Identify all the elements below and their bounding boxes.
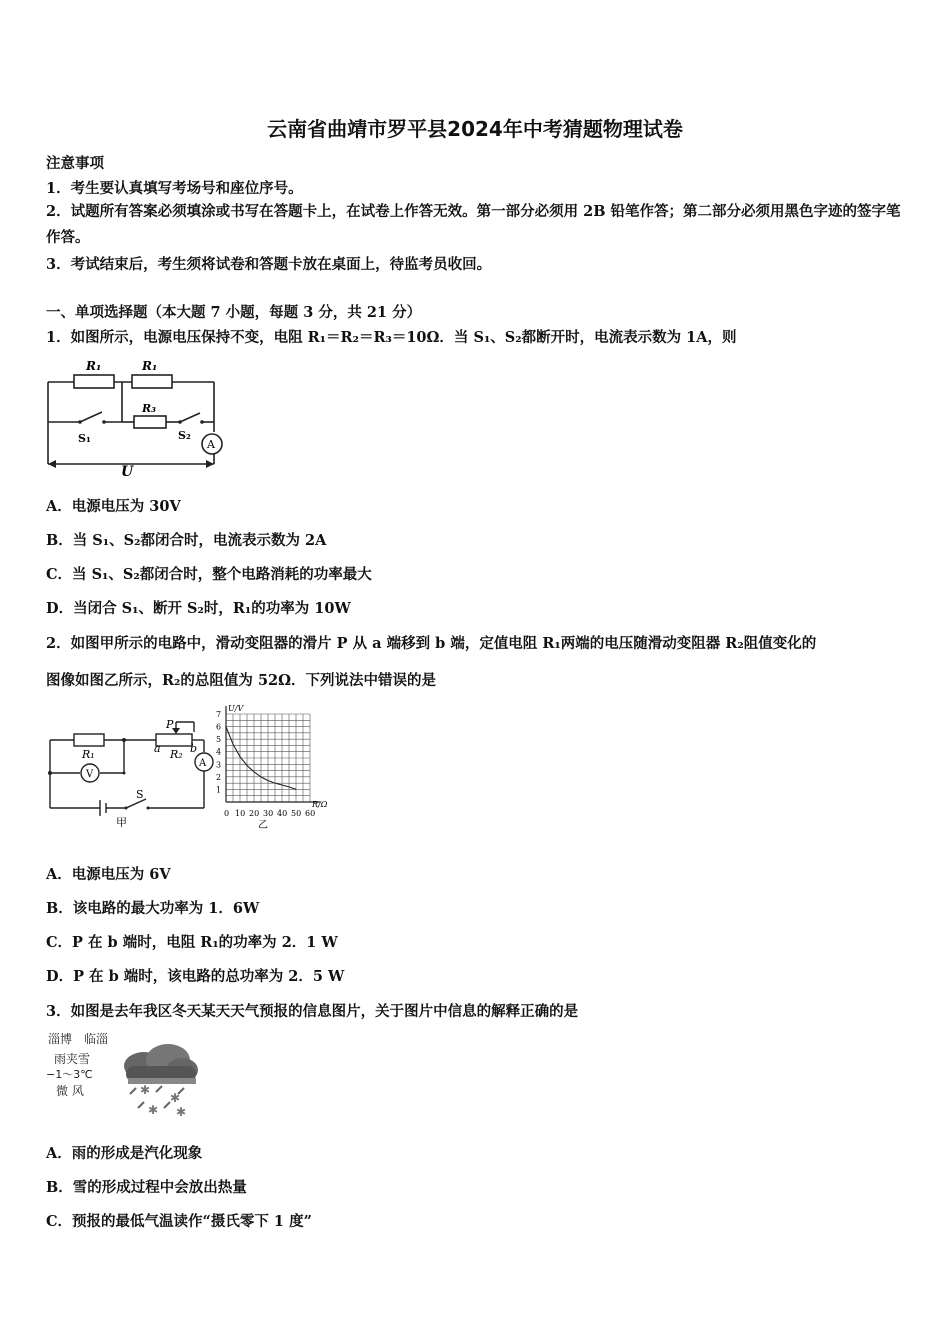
svg-text:✱: ✱: [148, 1103, 159, 1117]
y-tick-label: 4: [216, 747, 222, 757]
section-heading: 一、单项选择题（本大题 7 小题，每题 3 分，共 21 分）: [46, 304, 422, 321]
x-tick-label: 30: [263, 809, 274, 818]
q2-label-v: V: [86, 769, 94, 780]
x-tick-label: 60: [305, 809, 316, 818]
q1-circuit-diagram: [44, 352, 234, 480]
q2-stem-line2: 图像如图乙所示，R₂的总阻值为 52Ω．下列说法中错误的是: [46, 672, 437, 689]
q2-label-r1: R₁: [82, 748, 95, 761]
q3-option-a: A．雨的形成是汽化现象: [46, 1145, 203, 1162]
q1-option-c: C．当 S₁、S₂都闭合时，整个电路消耗的功率最大: [46, 566, 372, 583]
q3-label-weather: 雨夹雪: [54, 1052, 91, 1066]
q2-caption: 甲: [116, 816, 127, 829]
q1-option-b: B．当 S₁、S₂都闭合时，电流表示数为 2A: [46, 532, 327, 549]
q2-graph-xlabel: R/Ω: [312, 800, 328, 809]
x-tick-label: 40: [277, 809, 288, 818]
svg-text:✱: ✱: [140, 1083, 151, 1097]
q2-option-b: B．该电路的最大功率为 1．6W: [46, 900, 260, 917]
cloud-snow-icon: [116, 1042, 202, 1118]
y-tick-label: 7: [216, 710, 222, 719]
q1-label-ammeter: A: [207, 438, 215, 451]
y-tick-label: 1: [216, 785, 222, 795]
q2-option-c: C．P 在 b 端时，电阻 R₁的功率为 2．1 W: [46, 934, 338, 951]
x-tick-label: 50: [291, 809, 302, 818]
notice-item-3: 3．考试结束后，考生须将试卷和答题卡放在桌面上，待监考员收回。: [46, 256, 492, 273]
svg-text:✱: ✱: [176, 1105, 187, 1118]
q2-circuit-diagram: [44, 712, 220, 830]
page-title: 云南省曲靖市罗平县2024年中考猜题物理试卷: [267, 117, 683, 141]
q3-stem: 3．如图是去年我区冬天某天天气预报的信息图片，关于图片中信息的解释正确的是: [46, 1003, 579, 1020]
q2-graph-caption: 乙: [258, 820, 268, 830]
q1-option-a: A．电源电压为 30V: [46, 498, 181, 515]
q3-option-c: C．预报的最低气温读作“摄氏零下 1 度”: [46, 1213, 312, 1230]
q2-graph-ylabel: U/V: [228, 704, 244, 713]
q2-stem-line1: 2．如图甲所示的电路中，滑动变阻器的滑片 P 从 a 端移到 b 端，定值电阻 R₁两端的电压随滑动变阻器 R₂阻值变化的: [46, 635, 817, 652]
q1-label-r3: R₃: [142, 402, 156, 415]
q1-label-r1: R₁: [86, 359, 102, 373]
q1-label-r2: R₁: [142, 359, 158, 373]
y-tick-label: 5: [216, 735, 222, 745]
q2-label-b: b: [190, 742, 198, 755]
y-tick-label: 3: [216, 760, 222, 770]
q3-label-city: 淄博 临淄: [48, 1032, 109, 1046]
q3-option-b: B．雪的形成过程中会放出热量: [46, 1179, 247, 1196]
q3-label-wind: 微 风: [56, 1084, 84, 1098]
q2-label-s: S: [136, 788, 144, 801]
q2-option-a: A．电源电压为 6V: [46, 866, 171, 883]
notice-heading: 注意事项: [46, 155, 104, 172]
q1-option-d: D．当闭合 S₁、断开 S₂时，R₁的功率为 10W: [46, 600, 351, 617]
y-tick-label: 2: [216, 772, 222, 782]
q2-label-ammeter: A: [199, 758, 207, 769]
notice-item-1: 1．考生要认真填写考场号和座位序号。: [46, 180, 303, 197]
q1-label-s1: S₁: [78, 432, 91, 445]
q2-graph: [212, 702, 338, 830]
q1-stem: 1．如图所示，电源电压保持不变，电阻 R₁＝R₂＝R₃＝10Ω．当 S₁、S₂都断开时，电流表示数为 1A，则: [46, 329, 737, 346]
q3-weather-figure: [46, 1030, 206, 1120]
notice-item-2: 2．试题所有答案必须填涂或书写在答题卡上，在试卷上作答无效。第一部分必须用 2B 铅笔作答；第二部分必须用黑色字迹的签字笔作答。: [46, 203, 901, 246]
q2-label-r2: R₂: [170, 748, 183, 761]
y-tick-label: 6: [216, 722, 222, 732]
svg-text:✱: ✱: [170, 1091, 181, 1105]
x-tick-label: 0: [224, 809, 230, 818]
q2-label-a: a: [154, 742, 161, 755]
q2-label-p: P: [166, 718, 174, 731]
q3-label-temp: −1～3℃: [46, 1068, 93, 1081]
q1-label-u: U: [121, 464, 134, 480]
x-tick-label: 10: [235, 809, 246, 818]
q1-label-s2: S₂: [178, 429, 191, 442]
q2-option-d: D．P 在 b 端时，该电路的总功率为 2．5 W: [46, 968, 345, 985]
x-tick-label: 20: [249, 809, 260, 818]
